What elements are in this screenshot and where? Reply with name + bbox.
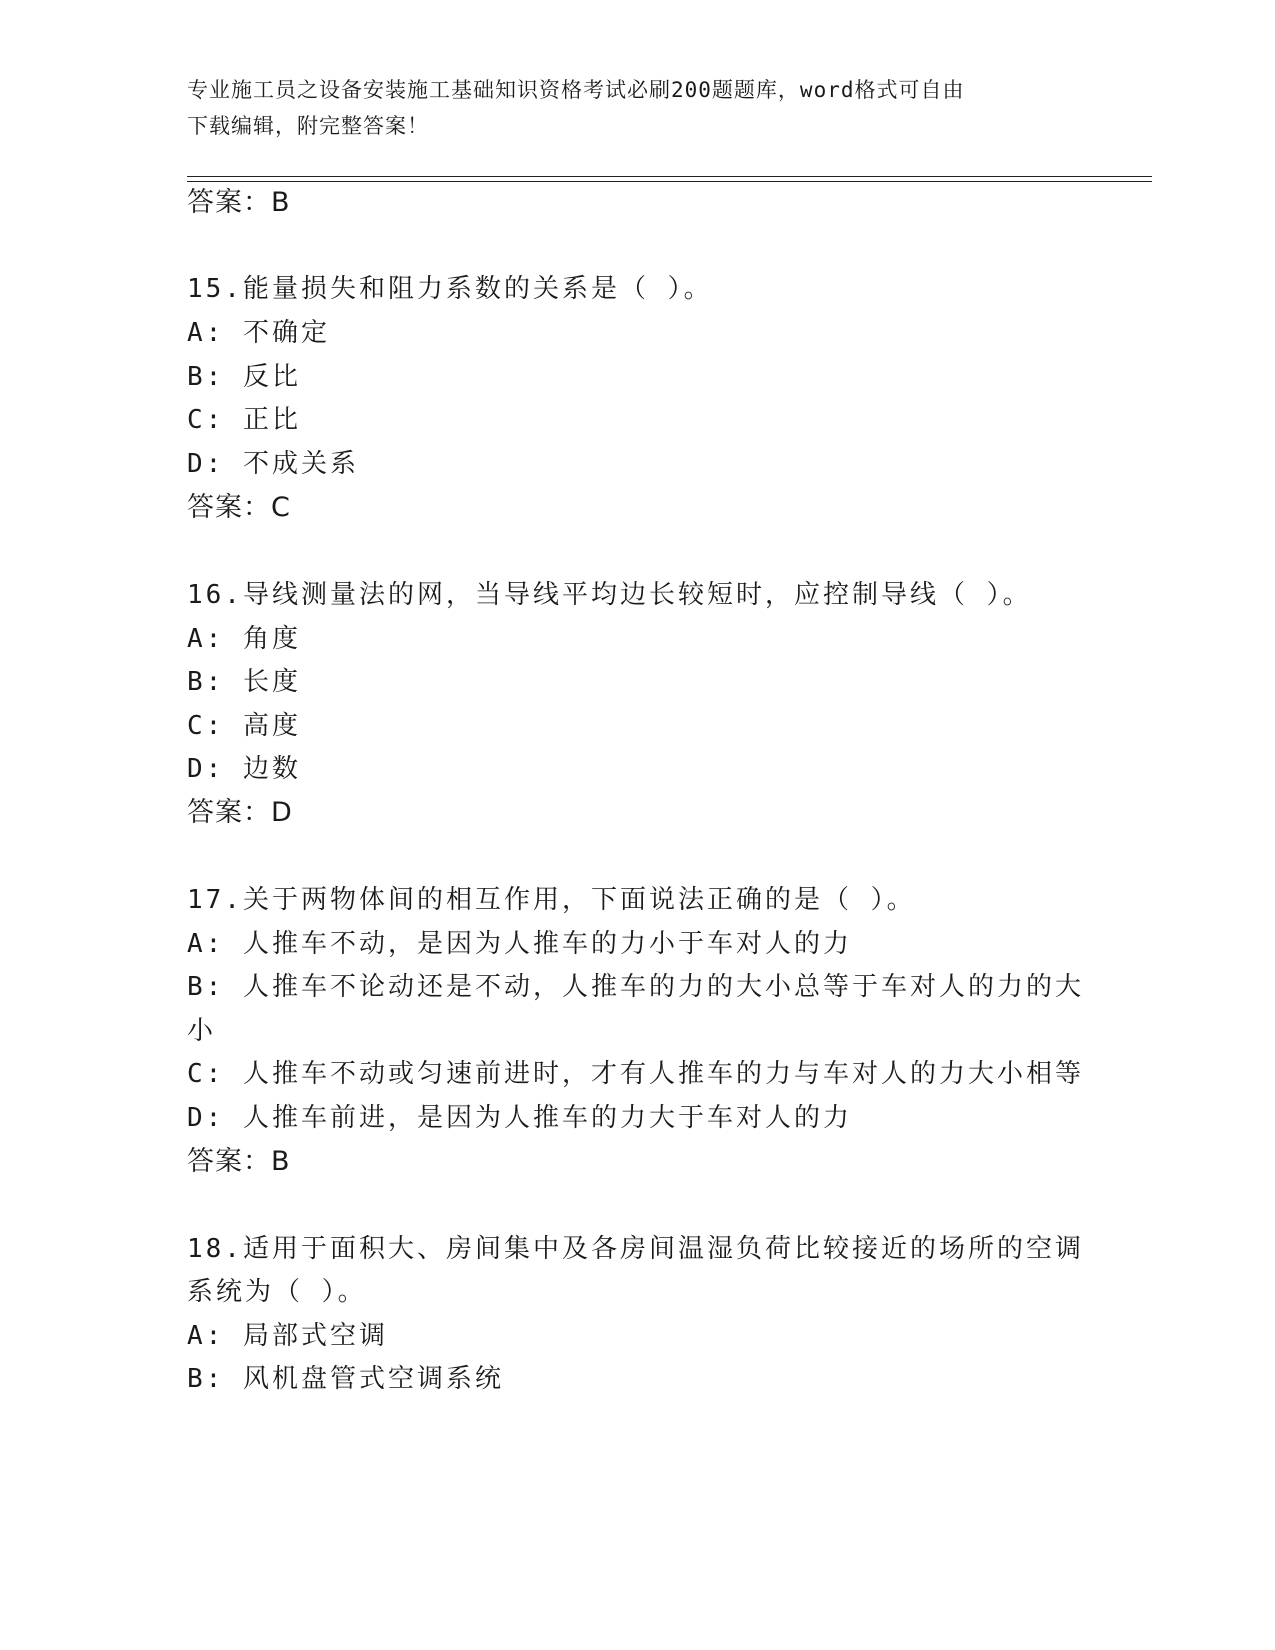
question-17-option-d: D: 人推车前进，是因为人推车的力大于车对人的力 <box>187 1103 852 1133</box>
question-17-option-a: A: 人推车不动，是因为人推车的力小于车对人的力 <box>187 929 852 959</box>
answer-14: 答案：B <box>187 187 291 218</box>
header-rule-top <box>187 176 1152 177</box>
answer-15: 答案：C <box>187 492 291 523</box>
question-17-option-b-continued: 小 <box>187 1016 217 1046</box>
question-15: 15.能量损失和阻力系数的关系是（ ）。 <box>187 274 713 304</box>
header-rule-bottom <box>187 181 1152 182</box>
question-18-option-a: A: 局部式空调 <box>187 1321 388 1351</box>
answer-17: 答案：B <box>187 1146 291 1177</box>
document-header <box>187 72 1087 144</box>
question-16-option-b: B: 长度 <box>187 667 301 697</box>
question-16-option-a: A: 角度 <box>187 624 301 654</box>
question-17: 17.关于两物体间的相互作用，下面说法正确的是（ ）。 <box>187 885 916 915</box>
header-line-2: 下载编辑，附完整答案！ <box>187 114 429 138</box>
question-15-option-a: A: 不确定 <box>187 318 330 348</box>
question-15-option-b: B: 反比 <box>187 362 301 392</box>
question-17-option-c: C: 人推车不动或匀速前进时，才有人推车的力与车对人的力大小相等 <box>187 1059 1084 1089</box>
question-18-option-b: B: 风机盘管式空调系统 <box>187 1364 504 1394</box>
question-16-option-d: D: 边数 <box>187 754 301 784</box>
question-16-option-c: C: 高度 <box>187 711 301 741</box>
question-15-option-d: D: 不成关系 <box>187 449 359 479</box>
answer-16: 答案：D <box>187 797 293 828</box>
question-17-option-b: B: 人推车不论动还是不动，人推车的力的大小总等于车对人的力的大 <box>187 972 1084 1002</box>
question-18: 18.适用于面积大、房间集中及各房间温湿负荷比较接近的场所的空调 <box>187 1234 1084 1264</box>
question-15-option-c: C: 正比 <box>187 405 301 435</box>
header-line-1: 专业施工员之设备安装施工基础知识资格考试必刷200题题库，word格式可自由 <box>187 78 965 102</box>
question-16: 16.导线测量法的网，当导线平均边长较短时，应控制导线（ ）。 <box>187 580 1032 610</box>
question-18-continued: 系统为（ ）。 <box>187 1277 367 1307</box>
